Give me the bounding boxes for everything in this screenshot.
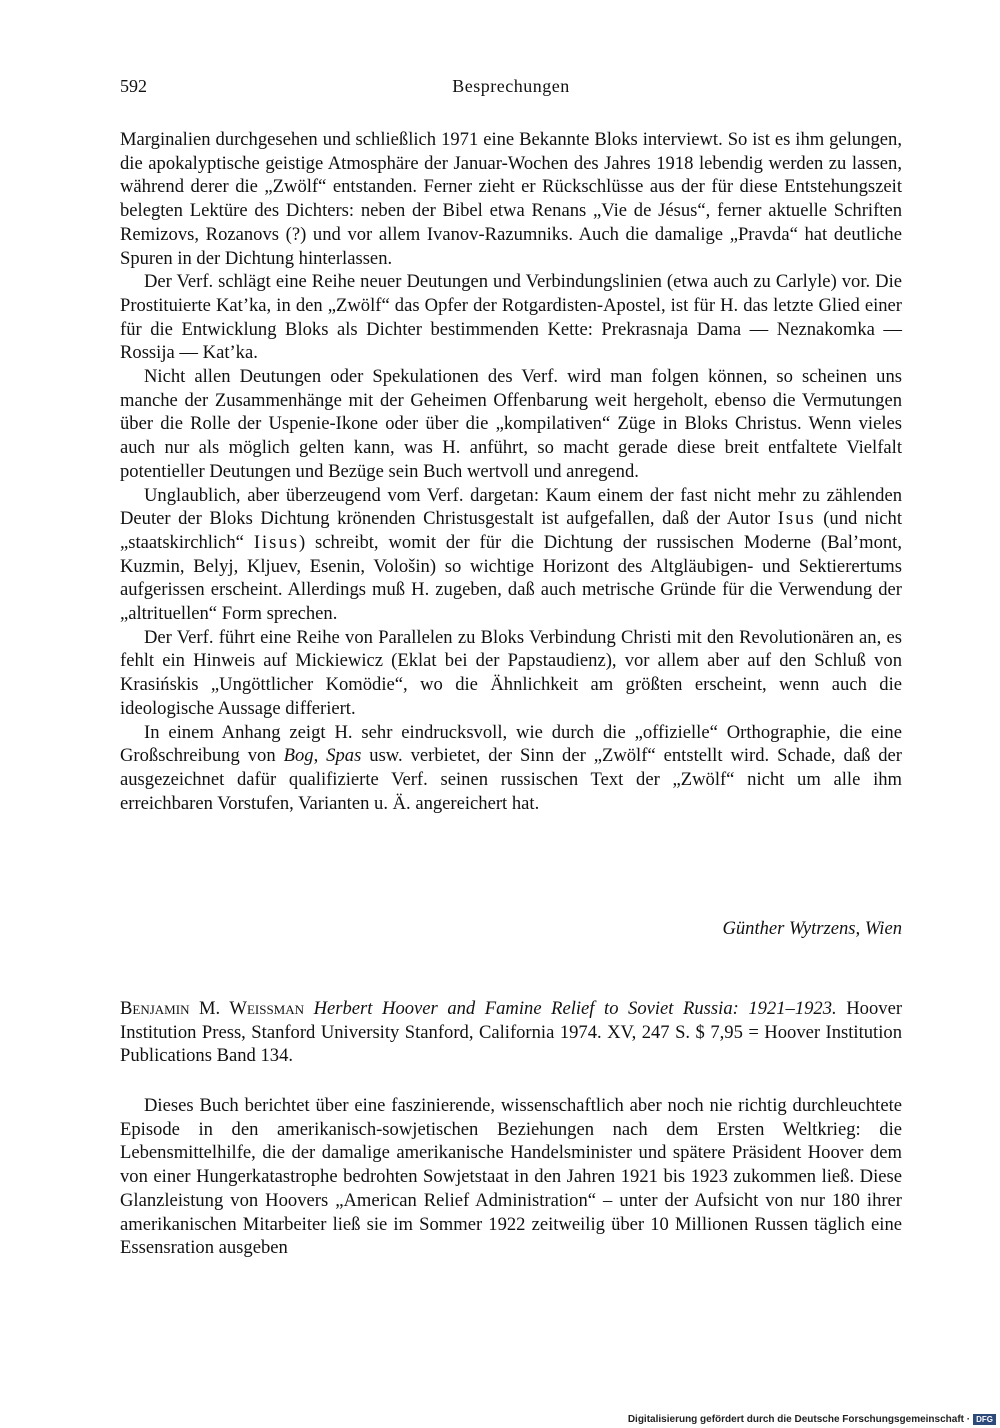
bibliographic-entry xyxy=(120,997,902,1068)
page-header xyxy=(120,76,902,106)
bog-word: Bog xyxy=(283,745,314,767)
dfg-logo-icon: DFG xyxy=(973,1414,996,1425)
footer-credit xyxy=(628,1414,996,1425)
isus-word: Isus xyxy=(777,508,816,530)
p6-text-b: usw. verbietet, der Sinn der „Zwölf“ entstellt wird. Schade, daß der ausgezeichnet dafür qualifizierte Verf. seinen russischen Text der „Zwölf“ nicht um alle ihm erreichbaren Vorstufen, Varianten u. Ä. angereichert hat. xyxy=(120,745,902,814)
paragraph-2: Der Verf. schlägt eine Reihe neuer Deutungen und Verbindungslinien (etwa auch zu Carlyle) vor. Die Prostituierte Kat’ka, in den „Zwölf“ das Opfer der Rotgardisten-Apostel, ist für H. das letzte Glied einer für die Entwicklung Bloks als Dichter bestimmenden Kette: Prekrasnaja Dama — Neznakomka — Rossija — Kat’ka. xyxy=(120,271,902,364)
paragraph-1: Marginalien durchgesehen und schließlich 1971 eine Bekannte Bloks interviewt. So ist es ihm gelungen, die apokalyptische geistige Atmosphäre der Januar-Wochen des Jahres 1918 lebendig werden zu lassen, während derer die „Zwölf“ entstanden. Ferner zieht er Rückschlüsse aus der für diese Entstehungszeit belegten Lektüre des Dichters: neben der Bibel etwa Renans „Vie de Jésus“, ferner aktuelle Schriften Remizovs, Rozanovs (?) und vor allem Ivanov-Razumniks. Auch die damalige „Pravda“ hat deutliche Spuren in der Dichtung hinterlassen. xyxy=(120,129,902,269)
paragraph-6 xyxy=(120,721,902,816)
p6-text-a: In einem Anhang zeigt H. sehr eindrucksvoll, wie durch die „offizielle“ Orthographie, die eine Großschreibung von xyxy=(120,721,902,767)
book-imprint: Hoover Institution Press, Stanford University Stanford, California 1974. XV, 247 S. $ 7,95 = Hoover Institution Publications Band 134. xyxy=(120,998,903,1067)
page-number: 592 xyxy=(120,76,147,96)
iisus-word: Iisus xyxy=(253,531,299,553)
review-wytrzens xyxy=(120,128,902,815)
p4-text-c: ) schreibt, womit der für die Dichtung der russischen Moderne (Bal’mont, Kuzmin, Belyj, Kljuev, Esenin, Vološin) so wichtige Horizont des Altgläubigen- und Sektierertums aufgerissen erscheint. Allerdings muß H. zugeben, daß auch metrische Gründe für die Verwendung der „altrituellen“ Form sprechen. xyxy=(120,531,902,625)
book-author: Benjamin M. Weissman xyxy=(120,998,305,1019)
book-title: Herbert Hoover and Famine Relief to Soviet Russia: 1921–1923. xyxy=(313,998,837,1019)
running-title: Besprechungen xyxy=(452,76,570,96)
footer-text: Digitalisierung gefördert durch die Deutsche Forschungsgemeinschaft · xyxy=(627,1414,971,1425)
reviewer-signature: Günther Wytrzens, Wien xyxy=(722,918,902,939)
paragraph-3: Nicht allen Deutungen oder Spekulationen des Verf. wird man folgen können, so scheinen uns manche der Zusammenhänge mit der Geheimen Offenbarung weit hergeholt, ebenso die Vermutungen über die Rolle der Uspenie-Ikone oder über die „kompilativen“ Züge in Bloks Christus. Wenn vieles auch nur als möglich gelten kann, was H. anführt, so macht gerade diese breit entfaltete Vielfalt potentieller Deutungen und Bezüge sein Buch wertvoll und anregend. xyxy=(120,366,902,482)
p4-text-b: (und nicht „staatskirchlich“ xyxy=(120,508,903,553)
spas-word: Spas xyxy=(326,745,362,767)
p6-comma: , xyxy=(313,745,327,767)
paragraph-5: Der Verf. führt eine Reihe von Parallelen zu Bloks Verbindung Christi mit den Revolutionären an, es fehlt ein Hinweis auf Mickiewicz (Eklat bei der Papstaudienz), vor allem aber auf den Schluß von Krasińskis „Ungöttlicher Komödie“, wo die Ähnlichkeit am größten erscheint, wenn auch die ideologische Aussage differiert. xyxy=(120,626,902,719)
paragraph-4 xyxy=(120,484,902,626)
review-2-text: Dieses Buch berichtet über eine faszinierende, wissenschaftlich aber noch nie richtig durchleuchtete Episode in den amerikanisch-sowjetischen Beziehungen nach dem Ersten Weltkrieg: die Lebensmittelhilfe, die der damalige amerikanische Handelsminister und spätere Präsident Hoover dem von einer Hungerkatastrophe bedrohten Sowjetstaat in den Jahren 1921 bis 1923 zukommen ließ. Diese Glanzleistung von Hoovers „American Relief Administration“ – unter der Aufsicht von nur 180 ihrer amerikanischen Mitarbeiter ließ sie im Sommer 1922 zeitweilig über 10 Millionen Russen täglich eine Essensration ausgeben xyxy=(120,1095,902,1259)
p4-text-a: Unglaublich, aber überzeugend vom Verf. dargetan: Kaum einem der fast nicht mehr zu zählenden Deuter der Bloks Dichtung krönenden Christusgestalt ist aufgefallen, daß der Autor xyxy=(120,484,902,530)
